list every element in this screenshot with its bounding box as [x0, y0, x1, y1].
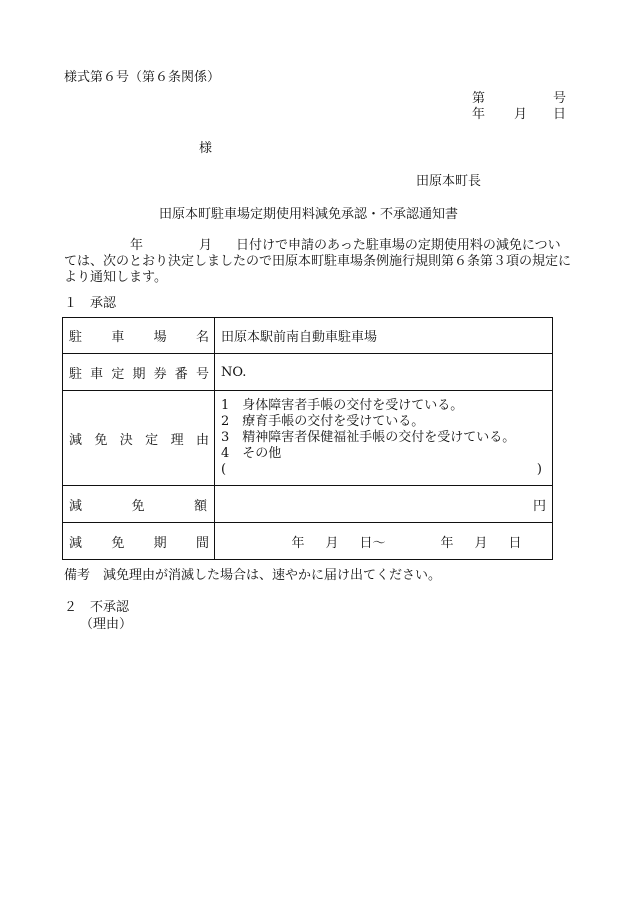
parking-label-cell — [63, 318, 215, 354]
section2-reason-label: （理由） — [80, 617, 133, 632]
reason-item: 4 その他 — [221, 446, 282, 461]
issuer: 田原本町長 — [416, 174, 482, 189]
ticket-row — [63, 354, 553, 391]
body-text: 日付けで申請のあった駐車場の定期使用料の減免については、次のとおり決定しましたので田原本町駐車場条例施行規則第６条第３項の規定により通知します。 — [64, 238, 572, 285]
section1-heading: １ 承認 — [64, 296, 117, 311]
parking-value: 田原本駅前南自動車駐車場 — [215, 318, 553, 354]
body-date-year: 年 — [130, 238, 144, 253]
body-date-month: 月 — [199, 238, 213, 253]
ticket-value: NO. — [215, 354, 553, 391]
period-label: 減 免 期 間 — [69, 535, 209, 551]
number-suffix: 号 — [553, 91, 567, 106]
parking-row — [63, 318, 553, 354]
ticket-label-cell — [63, 354, 215, 391]
approval-table — [62, 317, 553, 560]
reason-label: 減 免 決 定 理 由 — [69, 432, 209, 448]
date-day: 日 — [553, 107, 567, 122]
reason-list — [215, 391, 553, 486]
body-paragraph — [64, 238, 572, 286]
period-value: 年 月 日～ 年 月 日 — [215, 523, 553, 560]
amount-label-cell — [63, 486, 215, 523]
form-number: 様式第６号（第６条関係） — [64, 70, 221, 85]
reason-label-cell — [63, 391, 215, 486]
parking-label: 駐 車 場 名 — [69, 330, 209, 345]
addressee-suffix: 様 — [199, 141, 213, 156]
reason-item: 3 精神障害者保健福祉手帳の交付を受けている。 — [221, 430, 516, 445]
amount-label: 減 免 額 — [69, 498, 207, 514]
amount-row — [63, 486, 553, 523]
section2-heading: ２ 不承認 — [64, 600, 130, 615]
date-year: 年 — [472, 107, 486, 122]
reason-item: 1 身体障害者手帳の交付を受けている。 — [221, 398, 464, 413]
other-reason-paren: ( ) — [221, 462, 542, 477]
ticket-label: 駐 車 定 期 券 番 号 — [69, 366, 209, 382]
number-label: 第 — [472, 91, 486, 106]
reason-row — [63, 391, 553, 486]
document-title: 田原本町駐車場定期使用料減免承認・不承認通知書 — [159, 207, 459, 222]
period-label-cell — [63, 523, 215, 560]
period-row — [63, 523, 553, 560]
reason-item: 2 療育手帳の交付を受けている。 — [221, 414, 425, 429]
amount-unit: 円 — [215, 486, 553, 523]
note: 備考 減免理由が消滅した場合は、速やかに届け出てください。 — [64, 568, 442, 583]
date-month: 月 — [514, 107, 528, 122]
